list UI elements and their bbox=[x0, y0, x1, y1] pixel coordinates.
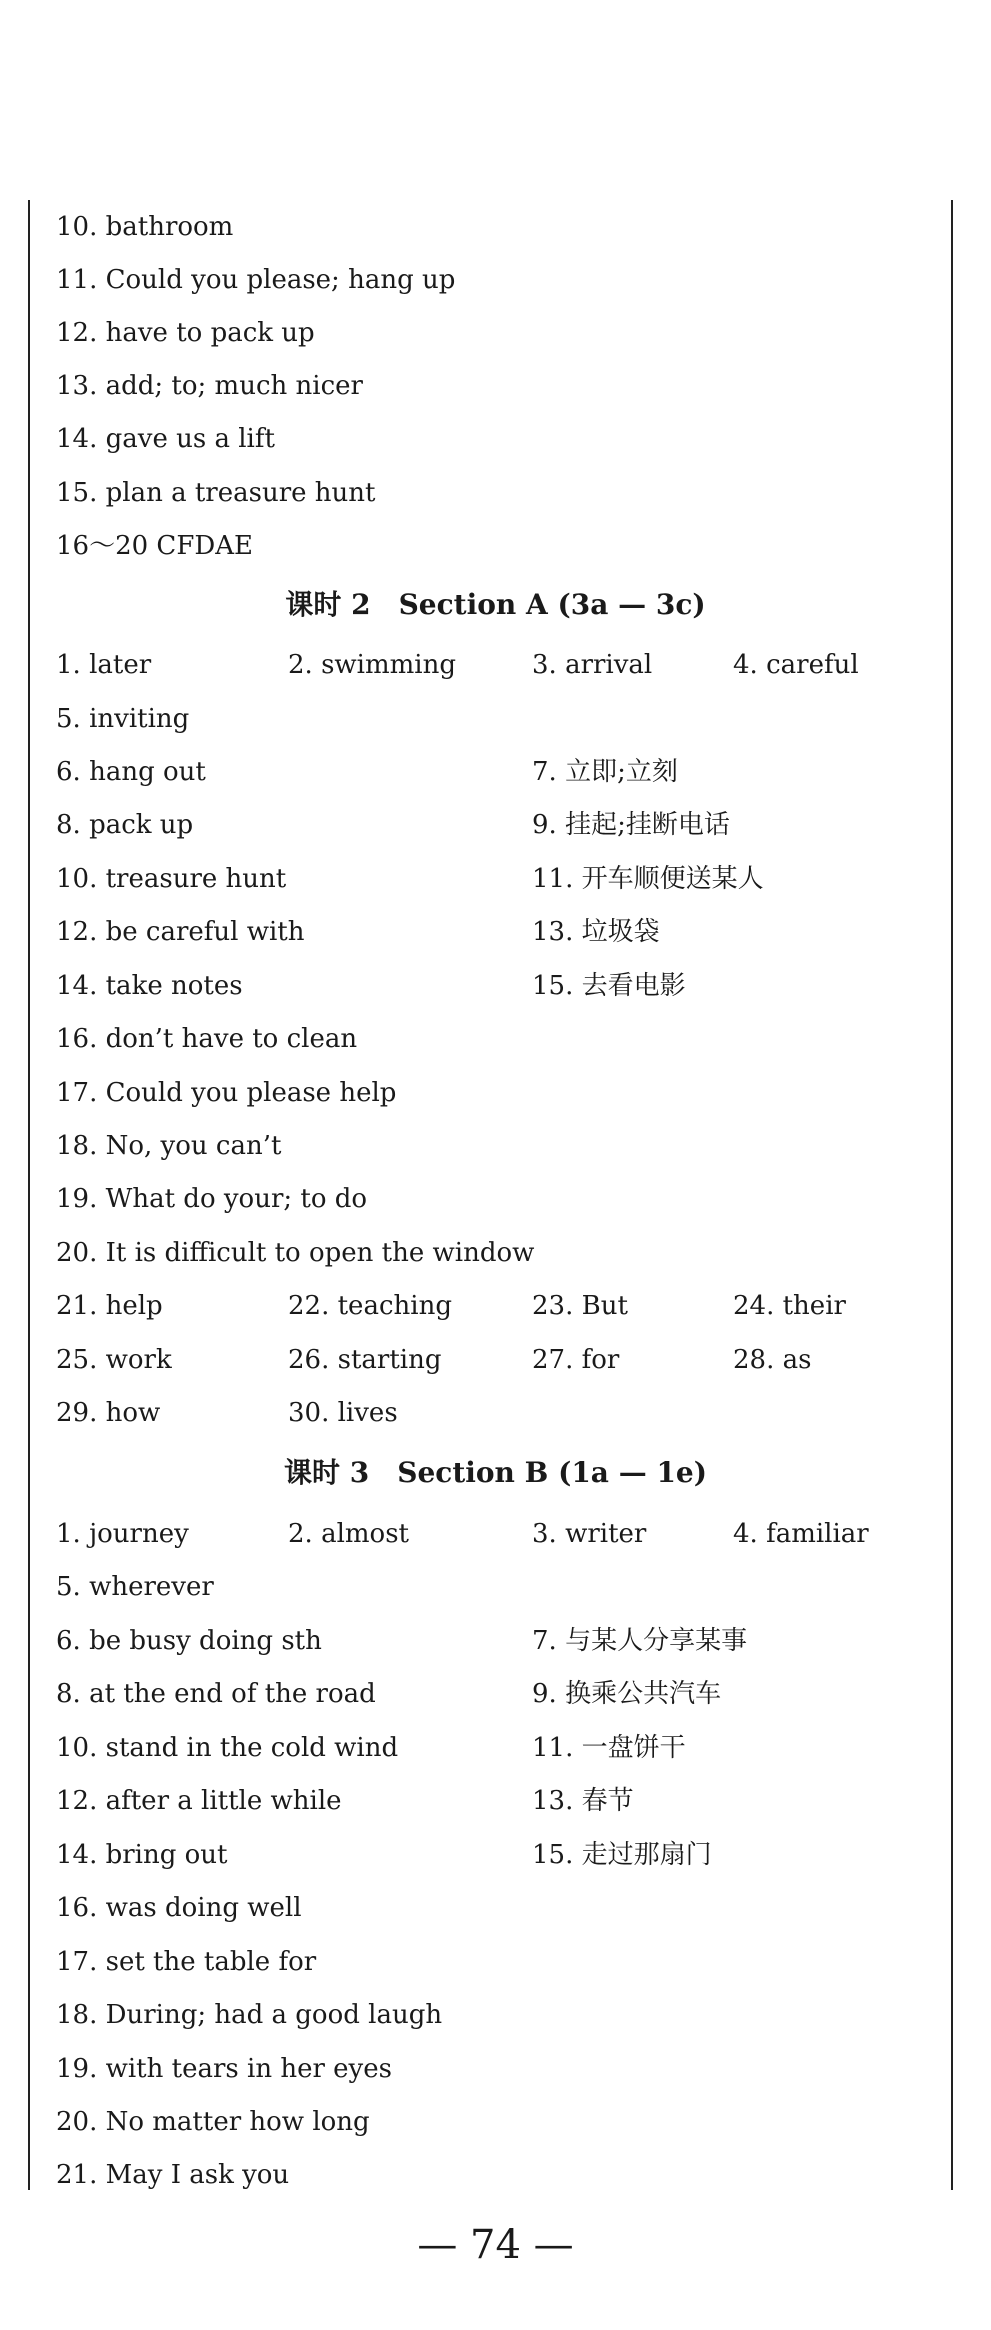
answer-cell: 21. help bbox=[56, 1291, 163, 1321]
answer-cell: 11. 开车顺便送某人 bbox=[532, 864, 764, 894]
answer-cell: 22. teaching bbox=[288, 1291, 452, 1321]
answer-cell: 23. But bbox=[532, 1291, 628, 1321]
answer-cell: 8. pack up bbox=[56, 810, 194, 840]
answer-cell: 12. be careful with bbox=[56, 917, 305, 947]
answer-cell: 15. 去看电影 bbox=[532, 971, 686, 1001]
answer-line: 17. Could you please help bbox=[56, 1078, 397, 1108]
answer-cell: 6. hang out bbox=[56, 757, 206, 787]
answer-cell: 4. careful bbox=[733, 650, 859, 680]
answer-cell: 3. writer bbox=[532, 1519, 647, 1549]
answer-cell: 15. 走过那扇门 bbox=[532, 1840, 712, 1870]
answer-line: 11. Could you please; hang up bbox=[56, 265, 456, 295]
answer-line: 16. don’t have to clean bbox=[56, 1024, 358, 1054]
answer-cell: 13. 春节 bbox=[532, 1786, 634, 1816]
answer-line: 19. What do your; to do bbox=[56, 1184, 368, 1214]
section-heading: 课时 2 Section A (3a — 3c) bbox=[285, 588, 706, 621]
answer-line: 17. set the table for bbox=[56, 1947, 317, 1977]
answer-line: 15. plan a treasure hunt bbox=[56, 478, 376, 508]
answer-cell: 4. familiar bbox=[733, 1519, 869, 1549]
answer-line: 5. inviting bbox=[56, 704, 190, 734]
answer-cell: 28. as bbox=[733, 1345, 812, 1375]
answer-line: 21. May I ask you bbox=[56, 2160, 290, 2190]
answer-cell: 7. 与某人分享某事 bbox=[532, 1626, 748, 1656]
answer-cell: 1. later bbox=[56, 650, 152, 680]
answer-cell: 9. 换乘公共汽车 bbox=[532, 1679, 722, 1709]
answer-line: 12. have to pack up bbox=[56, 318, 315, 348]
left-margin-rule bbox=[28, 200, 30, 2190]
answer-cell: 12. after a little while bbox=[56, 1786, 342, 1816]
answer-cell: 9. 挂起;挂断电话 bbox=[532, 810, 730, 840]
answer-cell: 10. treasure hunt bbox=[56, 864, 287, 894]
answer-cell: 30. lives bbox=[288, 1398, 398, 1428]
answer-cell: 6. be busy doing sth bbox=[56, 1626, 322, 1656]
right-margin-rule bbox=[951, 200, 953, 2190]
answer-cell: 25. work bbox=[56, 1345, 172, 1375]
answer-cell: 7. 立即;立刻 bbox=[532, 757, 678, 787]
answer-cell: 26. starting bbox=[288, 1345, 442, 1375]
answer-line: 20. No matter how long bbox=[56, 2107, 370, 2137]
answer-line: 10. bathroom bbox=[56, 212, 234, 242]
answer-cell: 2. swimming bbox=[288, 650, 456, 680]
answer-cell: 3. arrival bbox=[532, 650, 653, 680]
answer-cell: 14. take notes bbox=[56, 971, 243, 1001]
answer-line: 13. add; to; much nicer bbox=[56, 371, 363, 401]
answer-line: 18. During; had a good laugh bbox=[56, 2000, 443, 2030]
answer-line: 5. wherever bbox=[56, 1572, 214, 1602]
page-number: — 74 — bbox=[417, 2222, 574, 2268]
answer-cell: 2. almost bbox=[288, 1519, 409, 1549]
answer-cell: 10. stand in the cold wind bbox=[56, 1733, 399, 1763]
answer-cell: 29. how bbox=[56, 1398, 161, 1428]
answer-cell: 14. bring out bbox=[56, 1840, 228, 1870]
answer-line: 14. gave us a lift bbox=[56, 424, 275, 454]
answer-cell: 1. journey bbox=[56, 1519, 189, 1549]
answer-cell: 13. 垃圾袋 bbox=[532, 917, 660, 947]
answer-cell: 11. 一盘饼干 bbox=[532, 1733, 686, 1763]
answer-cell: 8. at the end of the road bbox=[56, 1679, 376, 1709]
answer-line: 18. No, you can’t bbox=[56, 1131, 282, 1161]
answer-line: 20. It is difficult to open the window bbox=[56, 1238, 535, 1268]
answer-line: 19. with tears in her eyes bbox=[56, 2054, 392, 2084]
answer-cell: 27. for bbox=[532, 1345, 620, 1375]
section-heading: 课时 3 Section B (1a — 1e) bbox=[284, 1456, 707, 1489]
answer-line: 16～20 CFDAE bbox=[56, 531, 253, 561]
answer-line: 16. was doing well bbox=[56, 1893, 302, 1923]
answer-cell: 24. their bbox=[733, 1291, 846, 1321]
